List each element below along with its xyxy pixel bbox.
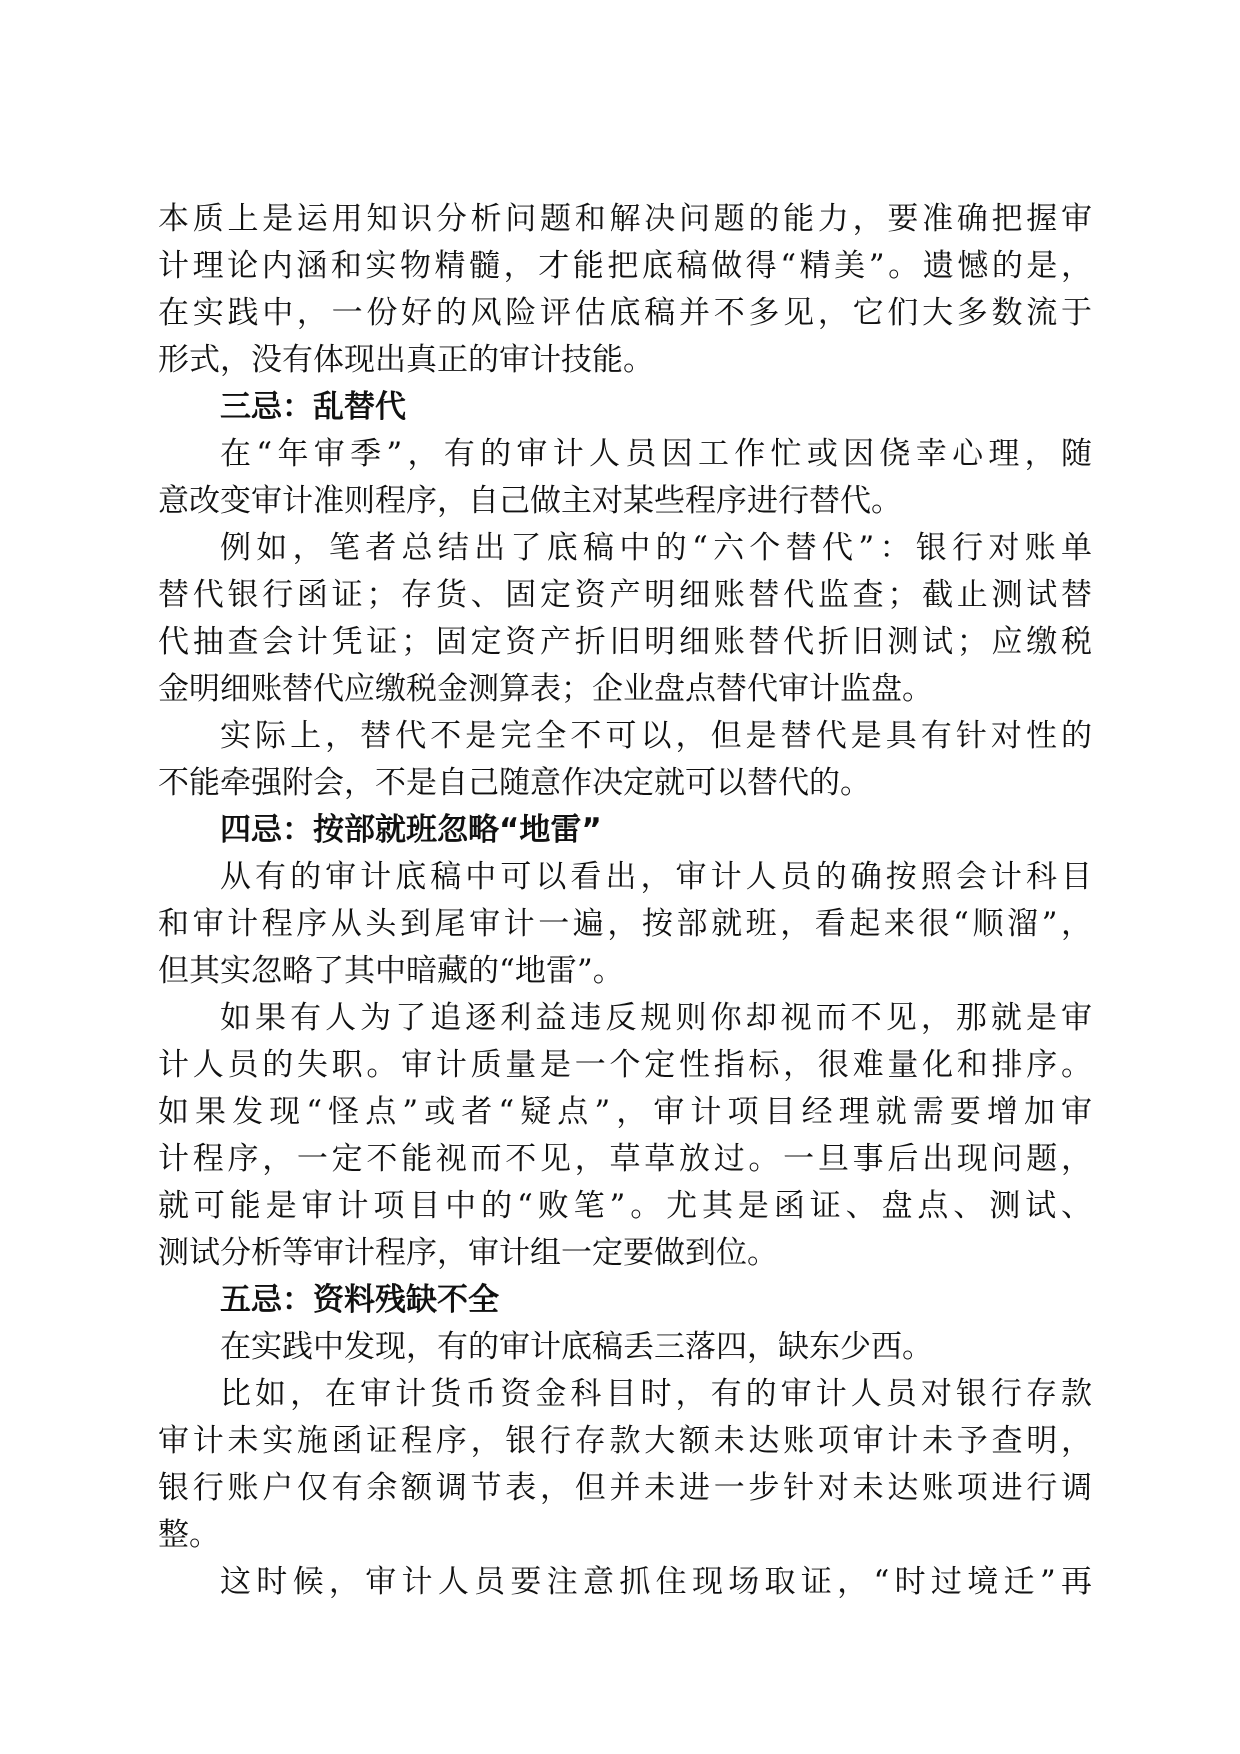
- text-line: 就可能是审计项目中的“败笔”。尤其是函证、盘点、测试、: [158, 1188, 1092, 1224]
- text-line: 这时候，审计人员要注意抓住现场取证，“时过境迁”再: [220, 1564, 1092, 1600]
- text-line: 在实践中发现，有的审计底稿丢三落四，缺东少西。: [220, 1329, 933, 1365]
- section-heading: 五忌：资料残缺不全: [220, 1282, 499, 1318]
- text-line: 例如，笔者总结出了底稿中的“六个替代”：银行对账单: [220, 530, 1092, 566]
- text-line: 金明细账替代应缴税金测算表；企业盘点替代审计监盘。: [158, 671, 933, 707]
- text-line: 从有的审计底稿中可以看出，审计人员的确按照会计科目: [220, 859, 1092, 895]
- text-line: 审计未实施函证程序，银行存款大额未达账项审计未予查明，: [158, 1423, 1092, 1459]
- text-line: 如果发现“怪点”或者“疑点”，审计项目经理就需要增加审: [158, 1094, 1092, 1130]
- text-line: 在“年审季”，有的审计人员因工作忙或因侥幸心理，随: [220, 436, 1092, 472]
- text-line: 计理论内涵和实物精髓，才能把底稿做得“精美”。遗憾的是，: [158, 248, 1092, 284]
- section-heading: 三忌：乱替代: [220, 389, 406, 425]
- section-heading: 四忌：按部就班忽略“地雷”: [220, 812, 602, 848]
- text-line: 意改变审计准则程序，自己做主对某些程序进行替代。: [158, 483, 902, 519]
- document-body: [158, 196, 1092, 1606]
- text-line: 代抽查会计凭证；固定资产折旧明细账替代折旧测试；应缴税: [158, 624, 1092, 660]
- text-line: 比如，在审计货币资金科目时，有的审计人员对银行存款: [220, 1376, 1092, 1412]
- text-line: 替代银行函证；存货、固定资产明细账替代监查；截止测试替: [158, 577, 1092, 613]
- text-line: 不能牵强附会，不是自己随意作决定就可以替代的。: [158, 765, 871, 801]
- text-line: 如果有人为了追逐利益违反规则你却视而不见，那就是审: [220, 1000, 1092, 1036]
- text-line: 本质上是运用知识分析问题和解决问题的能力，要准确把握审: [158, 201, 1092, 237]
- text-line: 和审计程序从头到尾审计一遍，按部就班，看起来很“顺溜”，: [158, 906, 1092, 942]
- text-line: 实际上，替代不是完全不可以，但是替代是具有针对性的: [220, 718, 1092, 754]
- text-line: 测试分析等审计程序，审计组一定要做到位。: [158, 1235, 778, 1271]
- text-line: 形式，没有体现出真正的审计技能。: [158, 342, 654, 378]
- text-line: 整。: [158, 1517, 220, 1553]
- text-line: 但其实忽略了其中暗藏的“地雷”。: [158, 953, 624, 989]
- text-line: 银行账户仅有余额调节表，但并未进一步针对未达账项进行调: [158, 1470, 1092, 1506]
- text-line: 计程序，一定不能视而不见，草草放过。一旦事后出现问题，: [158, 1141, 1092, 1177]
- text-line: 计人员的失职。审计质量是一个定性指标，很难量化和排序。: [158, 1047, 1092, 1083]
- text-line: 在实践中，一份好的风险评估底稿并不多见，它们大多数流于: [158, 295, 1092, 331]
